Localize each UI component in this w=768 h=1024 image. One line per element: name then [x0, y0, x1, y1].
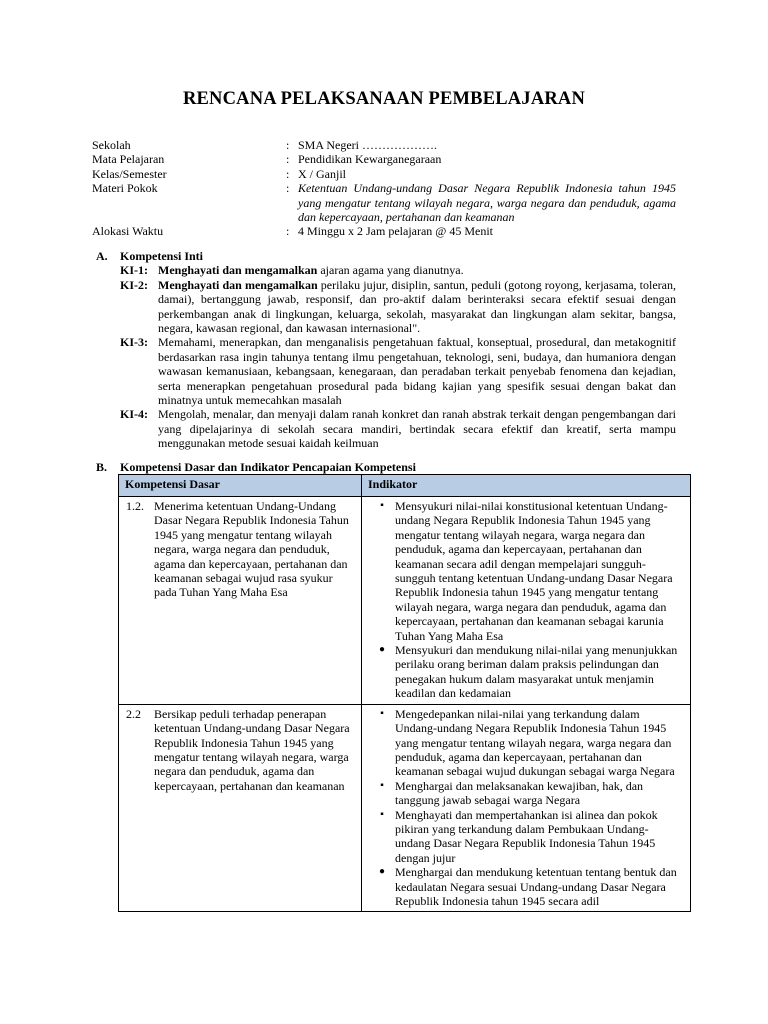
- meta-row-mata-pelajaran: [92, 152, 676, 166]
- ki-text: [158, 263, 676, 277]
- list-item: [369, 643, 683, 701]
- list-item: [369, 808, 683, 866]
- ki-text: [158, 335, 676, 407]
- meta-value: Ketentuan Undang-undang Dasar Negara Republik Indonesia tahun 1945 yang mengatur tentang wilayah negara, warga negara dan penduduk, agama dan kepercayaan, pertahanan dan keamanan: [298, 181, 676, 225]
- meta-value: Pendidikan Kewarganegaraan: [298, 152, 442, 167]
- ki-body: Mengolah, menalar, dan menyaji dalam ranah konkret dan ranah abstrak terkait dengan pengembangan dari yang dipelajarinya di sekolah secara mandiri, bertindak secara efektif dan kreatif, serta mampu menggunakan metode sesuai kaidah keilmuan: [158, 407, 676, 451]
- ki-item: [120, 407, 676, 450]
- indicator-text: Menghayati dan mempertahankan isi alinea dan pokok pikiran yang terkandung dalam Pembukaan Undang-undang Dasar Negara Republik Indonesia Tahun 1945 dengan jujur: [395, 807, 658, 865]
- indicator-text: Menghargai dan mendukung ketentuan tentang bentuk dan kedaulatan Negara sesuai Undang-undang Dasar Negara Republik Indonesia tahun 1945 secara adil: [395, 865, 677, 908]
- ki-emphasis: Menghayati dan mengamalkan: [158, 277, 318, 292]
- table-header-row: [119, 475, 691, 497]
- kd-text: Bersikap peduli terhadap penerapan ketentuan Undang-undang Dasar Negara Republik Indonesia Tahun 1945 yang mengatur tentang wilayah negara, warga negara dan penduduk, agama dan kepercayaan, pertahanan dan keamanan: [154, 706, 350, 793]
- column-header-indikator: Indikator: [362, 475, 691, 497]
- meta-row-materi-pokok: [92, 181, 676, 224]
- section-letter: B.: [96, 460, 108, 474]
- list-item: [369, 499, 683, 643]
- table-row: [119, 497, 691, 705]
- section-heading: [96, 249, 676, 263]
- round-bullet-icon: ●: [378, 866, 386, 878]
- list-item: [369, 779, 683, 808]
- kd-cell: [119, 704, 362, 912]
- kd-cell: [119, 497, 362, 705]
- kd-number: 2.2: [126, 706, 141, 721]
- kd-text: Menerima ketentuan Undang-Undang Dasar Negara Republik Indonesia Tahun 1945 yang mengatur tentang wilayah negara, warga negara dan penduduk, agama dan kepercayaan, pertahanan dan keamanan sebagai wujud rasa syukur pada Tuhan Yang Maha Esa: [154, 499, 349, 600]
- ki-code: KI-4:: [120, 407, 148, 422]
- ki-emphasis: Menghayati dan mengamalkan: [158, 263, 318, 278]
- identity-block: [92, 138, 676, 239]
- ki-item: [120, 263, 676, 277]
- section-kompetensi-inti: [96, 249, 676, 451]
- section-heading: [96, 460, 696, 474]
- meta-colon: :: [286, 152, 290, 167]
- meta-colon: :: [286, 166, 290, 181]
- indicator-text: Mengedepankan nilai-nilai yang terkandung dalam Undang-undang Negara Republik Indonesia Tahun 1945 yang mengatur tentang wilayah negara, warga negara dan penduduk, agama dan kepercayaan, pertahanan dan keamanan sebagai wujud dukungan sebagai warga Negara: [395, 706, 675, 779]
- ki-text: [158, 407, 676, 450]
- square-bullet-icon: ▪: [380, 779, 384, 791]
- square-bullet-icon: ▪: [380, 500, 384, 511]
- ki-body: Memahami, menerapkan, dan menganalisis pengetahuan faktual, konseptual, prosedural, dan metakognitif berdasarkan rasa ingin tahunya tentang ilmu pengetahuan, teknologi, seni, budaya, dan humaniora dengan wawasan kemanusiaan, kebangsaan, kenegaraan, dan peradaban terkait penyebab fenomena dan kejadian, serta menerapkan pengetahuan prosedural pada bidang kajian yang spesifik sesuai dengan bakat dan minatnya untuk memecahkan masalah: [158, 335, 676, 408]
- ki-code: KI-2:: [120, 277, 148, 292]
- square-bullet-icon: ▪: [380, 808, 384, 820]
- list-item: [369, 707, 683, 779]
- kd-indicator-table: [118, 474, 691, 912]
- meta-label: Sekolah: [92, 138, 131, 152]
- column-header-kompetensi-dasar: Kompetensi Dasar: [119, 475, 362, 497]
- meta-value: SMA Negeri ……………….: [298, 138, 437, 152]
- section-kompetensi-dasar: [96, 460, 696, 474]
- ki-code: KI-1:: [120, 263, 148, 278]
- meta-colon: :: [286, 181, 290, 196]
- indicator-cell: [362, 497, 691, 705]
- ki-item: [120, 335, 676, 407]
- round-bullet-icon: ●: [378, 644, 386, 656]
- ki-body: perilaku jujur, disiplin, santun, peduli (gotong royong, kerjasama, toleran, damai), bertanggung jawab, responsif, dan pro-aktif dalam berinteraksi secara efektif sesuai dengan perkembangan anak di lingkungan, keluarga, sekolah, masyarakat dan lingkungan alam sekitar, bangsa, negara, kawasan regional, dan kawasan internasional".: [158, 277, 676, 336]
- meta-label: Mata Pelajaran: [92, 152, 165, 167]
- meta-label: Materi Pokok: [92, 181, 158, 196]
- meta-value: 4 Minggu x 2 Jam pelajaran @ 45 Menit: [298, 224, 494, 239]
- ki-body: ajaran agama yang dianutnya.: [317, 263, 464, 278]
- meta-value: X / Ganjil: [298, 166, 346, 181]
- table-row: [119, 704, 691, 912]
- meta-row-kelas-semester: [92, 167, 676, 181]
- page-title: RENCANA PELAKSANAAN PEMBELAJARAN: [182, 89, 586, 109]
- kd-number: 1.2.: [126, 499, 144, 513]
- indicator-text: Mensyukuri nilai-nilai konstitusional ketentuan Undang-undang Negara Republik Indonesia Tahun 1945 yang mengatur tentang wilayah negara, warga negara dan penduduk, agama dan kepercayaan, pertahanan dan keamanan secara adil dengan mempelajari sungguh-sungguh tentang ketentuan Undang-undang Dasar Negara Republik Indonesia tahun 1945 yang mengatur tentang wilayah negara, warga negara dan penduduk, agama dan kepercayaan, pertahanan dan keamanan sebagai karunia Tuhan Yang Maha Esa: [395, 499, 673, 643]
- meta-row-sekolah: [92, 138, 676, 152]
- square-bullet-icon: ▪: [380, 707, 384, 719]
- ki-item: [120, 278, 676, 336]
- section-letter: A.: [96, 249, 108, 263]
- indicator-cell: [362, 704, 691, 912]
- meta-label: Alokasi Waktu: [92, 224, 164, 239]
- meta-colon: :: [286, 138, 290, 152]
- list-item: [369, 865, 683, 908]
- indicator-text: Menghargai dan melaksanakan kewajiban, hak, dan tanggung jawab sebagai warga Negara: [395, 778, 644, 808]
- ki-code: KI-3:: [120, 335, 148, 350]
- meta-label: Kelas/Semester: [92, 166, 167, 181]
- section-title: Kompetensi Inti: [120, 249, 204, 263]
- meta-colon: :: [286, 224, 290, 239]
- ki-text: [158, 278, 676, 336]
- indicator-text: Mensyukuri dan mendukung nilai-nilai yang menunjukkan perilaku orang beriman dalam praksis pelindungan dan penegakan hukum dalam masyarakat untuk menjamin keadilan dan kedamaian: [395, 643, 678, 701]
- section-title: Kompetensi Dasar dan Indikator Pencapaian Kompetensi: [120, 460, 416, 474]
- meta-row-alokasi-waktu: [92, 224, 676, 238]
